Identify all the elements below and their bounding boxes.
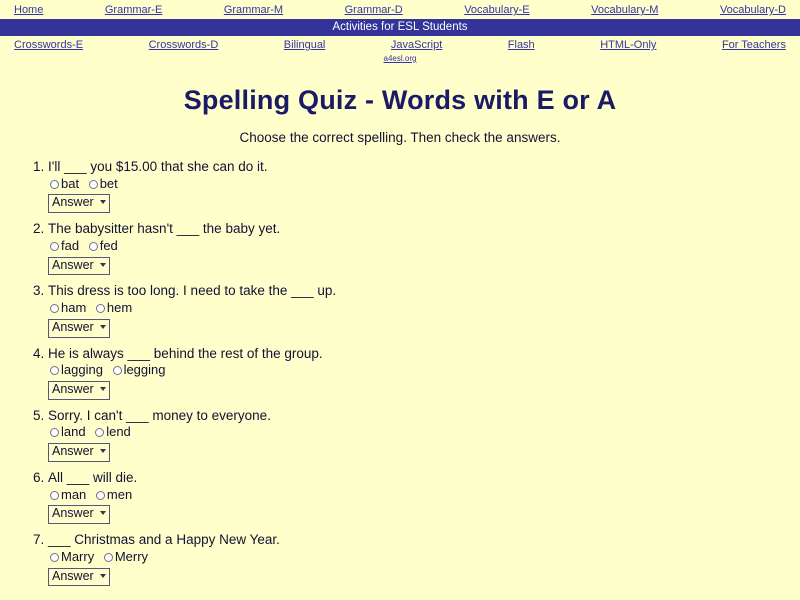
- radio-icon[interactable]: [113, 366, 122, 375]
- page-subtitle: Choose the correct spelling. Then check the answers.: [239, 130, 561, 145]
- chevron-down-icon: [100, 574, 106, 578]
- question-list: [14, 159, 786, 586]
- nav-link-vocabulary-d[interactable]: Vocabulary-D: [719, 4, 786, 16]
- nav-link-grammar-d[interactable]: Grammar-D: [344, 4, 403, 16]
- choice-option[interactable]: [96, 488, 132, 503]
- answer-dropdown[interactable]: [48, 505, 110, 524]
- choice-label: men: [106, 486, 133, 502]
- answer-dropdown[interactable]: [48, 319, 110, 338]
- radio-icon[interactable]: [89, 242, 98, 251]
- choice-group: [50, 550, 786, 565]
- radio-icon[interactable]: [50, 428, 59, 437]
- question-text: Sorry. I can't ___ money to everyone.: [48, 407, 271, 423]
- choice-option[interactable]: [113, 363, 166, 378]
- nav-link-home[interactable]: Home: [14, 4, 44, 16]
- answer-dropdown[interactable]: [48, 443, 110, 462]
- primary-nav: [0, 0, 800, 19]
- choice-group: [50, 425, 786, 440]
- choice-label: legging: [123, 362, 166, 378]
- nav-link-bilingual[interactable]: Bilingual: [283, 39, 326, 51]
- nav-link-vocabulary-m[interactable]: Vocabulary-M: [591, 4, 659, 16]
- nav-link-grammar-e[interactable]: Grammar-E: [104, 4, 163, 16]
- choice-label: Merry: [114, 548, 149, 564]
- question-item: [48, 221, 786, 275]
- choice-group: [50, 239, 786, 254]
- radio-icon[interactable]: [50, 242, 59, 251]
- choice-option[interactable]: [50, 239, 79, 254]
- choice-group: [50, 488, 786, 503]
- choice-option[interactable]: [50, 425, 86, 440]
- chevron-down-icon: [100, 387, 106, 391]
- radio-icon[interactable]: [95, 428, 104, 437]
- question-item: [48, 532, 786, 586]
- choice-option[interactable]: [50, 363, 103, 378]
- answer-dropdown-label: Answer: [52, 195, 94, 210]
- question-text: ___ Christmas and a Happy New Year.: [48, 532, 280, 548]
- nav-link-vocabulary-e[interactable]: Vocabulary-E: [464, 4, 530, 16]
- choice-option[interactable]: [89, 177, 118, 192]
- choice-option[interactable]: [96, 301, 132, 316]
- question-item: [48, 159, 786, 213]
- choice-label: bet: [99, 175, 118, 191]
- radio-icon[interactable]: [50, 180, 59, 189]
- question-item: [48, 283, 786, 337]
- site-banner: Activities for ESL Students: [0, 19, 800, 36]
- choice-group: [50, 177, 786, 192]
- chevron-down-icon: [100, 449, 106, 453]
- question-text: All ___ will die.: [48, 470, 138, 486]
- choice-option[interactable]: [50, 550, 94, 565]
- site-credit: [0, 54, 800, 63]
- answer-dropdown[interactable]: [48, 194, 110, 213]
- answer-dropdown-label: Answer: [52, 506, 94, 521]
- choice-label: lend: [106, 424, 131, 440]
- question-item: [48, 346, 786, 400]
- site-credit-link[interactable]: a4esl.org: [383, 54, 417, 63]
- radio-icon[interactable]: [96, 491, 105, 500]
- answer-dropdown[interactable]: [48, 568, 110, 587]
- main-content: [0, 85, 800, 586]
- chevron-down-icon: [100, 325, 106, 329]
- nav-link-html-only[interactable]: HTML-Only: [600, 39, 657, 51]
- choice-label: bat: [61, 175, 80, 191]
- question-item: [48, 408, 786, 462]
- choice-option[interactable]: [50, 488, 86, 503]
- choice-option[interactable]: [95, 425, 131, 440]
- page-title: Spelling Quiz - Words with E or A: [183, 85, 617, 115]
- answer-dropdown-label: Answer: [52, 568, 94, 583]
- choice-group: [50, 301, 786, 316]
- choice-label: lagging: [61, 362, 103, 378]
- choice-label: fed: [99, 237, 118, 253]
- question-text: The babysitter hasn't ___ the baby yet.: [48, 221, 281, 237]
- secondary-nav: [0, 36, 800, 53]
- nav-link-javascript[interactable]: JavaScript: [390, 39, 443, 51]
- radio-icon[interactable]: [50, 304, 59, 313]
- answer-dropdown[interactable]: [48, 257, 110, 276]
- choice-label: hem: [106, 299, 133, 315]
- answer-dropdown[interactable]: [48, 381, 110, 400]
- choice-label: land: [61, 424, 86, 440]
- radio-icon[interactable]: [104, 553, 113, 562]
- choice-option[interactable]: [104, 550, 148, 565]
- radio-icon[interactable]: [50, 491, 59, 500]
- answer-dropdown-label: Answer: [52, 444, 94, 459]
- choice-label: ham: [61, 299, 87, 315]
- answer-dropdown-label: Answer: [52, 319, 94, 334]
- choice-option[interactable]: [50, 301, 86, 316]
- choice-option[interactable]: [50, 177, 79, 192]
- question-item: [48, 470, 786, 524]
- radio-icon[interactable]: [50, 553, 59, 562]
- chevron-down-icon: [100, 200, 106, 204]
- question-text: He is always ___ behind the rest of the group.: [48, 345, 323, 361]
- chevron-down-icon: [100, 511, 106, 515]
- choice-label: fad: [61, 237, 80, 253]
- question-text: I'll ___ you $15.00 that she can do it.: [48, 159, 268, 174]
- nav-link-flash[interactable]: Flash: [507, 39, 535, 51]
- radio-icon[interactable]: [89, 180, 98, 189]
- nav-link-crosswords-e[interactable]: Crosswords-E: [14, 39, 84, 51]
- question-text: This dress is too long. I need to take the ___ up.: [48, 283, 337, 299]
- chevron-down-icon: [100, 263, 106, 267]
- choice-label: man: [61, 486, 87, 502]
- choice-group: [50, 363, 786, 378]
- choice-label: Marry: [61, 548, 95, 564]
- answer-dropdown-label: Answer: [52, 382, 94, 397]
- nav-link-crosswords-d[interactable]: Crosswords-D: [148, 39, 219, 51]
- nav-link-for-teachers[interactable]: For Teachers: [721, 39, 786, 51]
- answer-dropdown-label: Answer: [52, 257, 94, 272]
- radio-icon[interactable]: [96, 304, 105, 313]
- choice-option[interactable]: [89, 239, 118, 254]
- nav-link-grammar-m[interactable]: Grammar-M: [223, 4, 284, 16]
- radio-icon[interactable]: [50, 366, 59, 375]
